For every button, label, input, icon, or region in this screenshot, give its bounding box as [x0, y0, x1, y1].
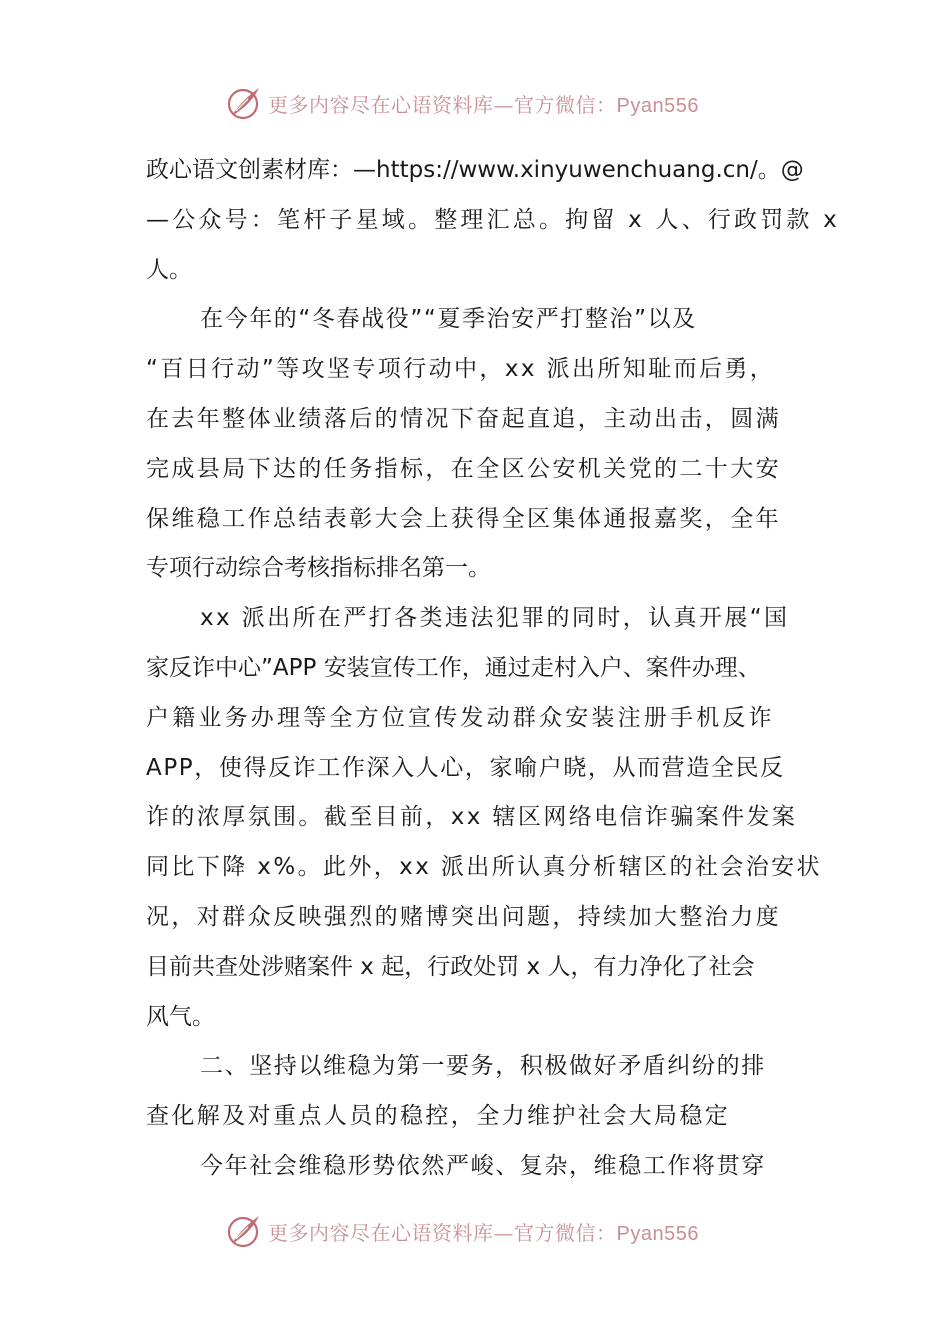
text-line: 同比下降 x%。此外，xx 派出所认真分析辖区的社会治安状 [146, 854, 822, 881]
text-line: 诈的浓厚氛围。截至目前，xx 辖区网络电信诈骗案件发案 [146, 804, 798, 831]
text-line: 完成县局下达的任务指标，在全区公安机关党的二十大安 [146, 455, 781, 482]
header-banner-text: 更多内容尽在心语资料库—官方微信：Pyan556 [268, 92, 699, 117]
text-line: 人。 [146, 256, 192, 283]
text-line: “百日行动”等攻坚专项行动中，xx 派出所知耻而后勇， [146, 356, 776, 383]
footer-watermark-banner [226, 1211, 699, 1251]
footer-banner-text: 更多内容尽在心语资料库—官方微信：Pyan556 [268, 1220, 699, 1245]
section-heading-line: 查化解及对重点人员的稳控，全力维护社会大局稳定 [146, 1103, 731, 1130]
text-line: APP，使得反诈工作深入人心，家喻户晓，从而营造全民反 [146, 754, 785, 781]
text-line: 家反诈中心”APP 安装宣传工作，通过走村入户、案件办理、 [146, 654, 761, 681]
paragraph-start-line: xx 派出所在严打各类违法犯罪的同时，认真开展“国 [200, 605, 790, 632]
paragraph-start-line: 今年社会维稳形势依然严峻、复杂，维稳工作将贯穿 [200, 1152, 766, 1179]
text-line: 户籍业务办理等全方位宣传发动群众安装注册手机反诈 [146, 704, 775, 731]
header-watermark-banner [226, 83, 699, 123]
paragraph-start-line: 在今年的“冬春战役”“夏季治安严打整治”以及 [200, 306, 697, 333]
text-line: 况，对群众反映强烈的赌博突出问题，持续加大整治力度 [146, 903, 781, 930]
wechat-id: Pyan556 [616, 1222, 699, 1245]
text-line: 政心语文创素材库：—https://www.xinyuwenchuang.cn/。@ [146, 157, 804, 183]
text-line: 目前共查处涉赌案件 x 起，行政处罚 x 人，有力净化了社会 [146, 953, 755, 980]
quill-logo-icon [226, 85, 262, 121]
text-line: 专项行动综合考核指标排名第一。 [146, 555, 491, 582]
text-line: —公众号：笔杆子星域。整理汇总。拘留 x 人、行政罚款 x [146, 206, 840, 233]
quill-logo-icon [226, 1213, 262, 1249]
section-heading-line: 二、坚持以维稳为第一要务，积极做好矛盾纠纷的排 [200, 1053, 766, 1080]
text-line: 保维稳工作总结表彰大会上获得全区集体通报嘉奖，全年 [146, 505, 781, 532]
text-line: 在去年整体业绩落后的情况下奋起直追，主动出击，圆满 [146, 405, 781, 432]
wechat-id: Pyan556 [616, 94, 699, 117]
document-body [146, 146, 840, 1192]
text-line: 风气。 [146, 1003, 215, 1030]
